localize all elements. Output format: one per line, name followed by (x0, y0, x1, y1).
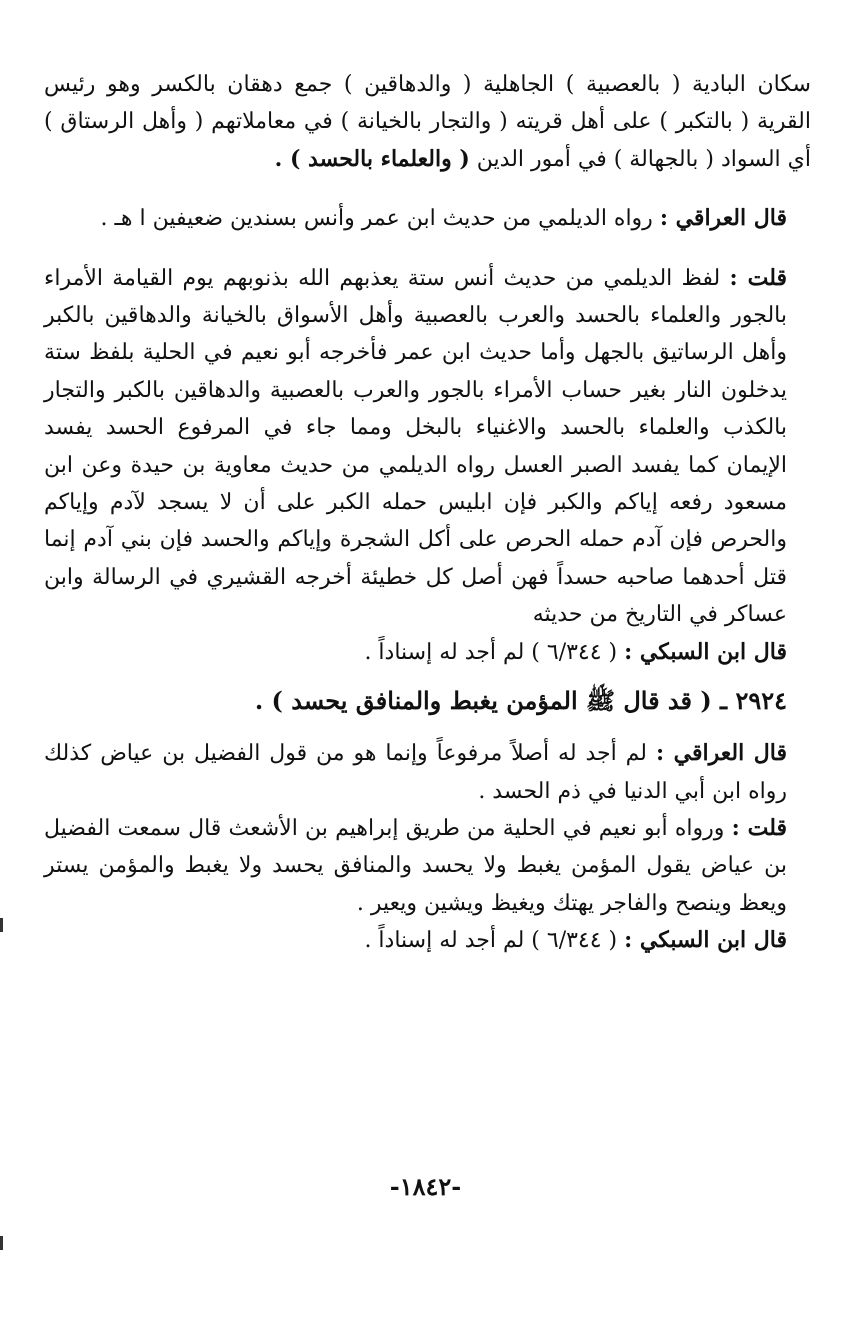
paragraph-subki-note (44, 634, 811, 671)
paragraph-commentary (44, 66, 811, 178)
page-number: -١٨٤٢- (389, 1172, 462, 1201)
speaker-label: قال العراقي : (655, 740, 787, 767)
line: سكان البادية ( بالعصبية ) الجاهلية ( والدهاقين ) جمع دهقان بالكسر (152, 72, 811, 97)
hadith-heading: ٢٩٢٤ ـ ( قد قال ﷺ المؤمن يغبط والمنافق يحسد ) . (254, 686, 787, 716)
line: معاملاتهم ( وأهل الرستاق ) أي السواد ( بالجهالة ) في أمور الدين (44, 109, 811, 172)
line: ( والعلماء بالحسد ) . (274, 145, 470, 172)
speaker-label: قال ابن السبكي : (624, 638, 787, 665)
paragraph-text: رواه الديلمي من حديث ابن عمر وأنس بسندين ضعيفين ا هـ . (100, 206, 653, 232)
speaker-label: قلت : (729, 264, 787, 291)
paragraph-text: ( ٦/٣٤٤ ) لم أجد له إسناداً . (364, 928, 618, 954)
scan-edge-mark (0, 918, 3, 932)
page-body (44, 66, 811, 960)
line: وهو رئيس القرية ( بالتكبر ) على أهل قريته ( والتجار بالخيانة ) في (44, 72, 811, 135)
paragraph-iraqi-note (44, 200, 811, 237)
paragraph-text: لفظ الديلمي من حديث أنس ستة يعذبهم الله بذنوبهم يوم القيامة الأمراء بالجور والعلماء بالحسد والعرب بالعصبية وأهل الأسواق بالخيانة والدهاقين بالكبر وأهل الرساتيق بالجهل وأما حديث ابن عمر فأخرجه أبو نعيم في الحلية بلفظ ستة يدخلون النار بغير حساب الأمراء بالجور والعرب بالعصبية والدهاقين بالكبر والتجار بالكذب والعلماء بالحسد والاغنياء بالبخل ومما جاء في المرفوع الحسد يفسد الإيمان كما يفسد الصبر العسل رواه الديلمي من حديث معاوية بن حيدة وعن ابن مسعود رفعه إياكم والكبر فإن ابليس حمله الكبر على أن لا يسجد لآدم وإياكم والحرص فإن آدم حمله الحرص على أكل الشجرة وإياكم والحسد فإن بني آدم إنما قتل أحدهما صاحبه حسداً فهن أصل كل خطيئة أخرجه القشيري في الرسالة وابن عساكر في التاريخ من حديثه (44, 265, 787, 628)
paragraph-qultu (44, 260, 811, 634)
speaker-label: قلت : (731, 814, 787, 841)
scan-edge-mark (0, 1236, 3, 1250)
paragraph-iraqi-note (44, 735, 811, 810)
paragraph-text: ( ٦/٣٤٤ ) لم أجد له إسناداً . (364, 639, 618, 665)
speaker-label: قال العراقي : (659, 205, 787, 232)
paragraph-subki-note (44, 922, 811, 959)
paragraph-text: لم أجد له أصلاً مرفوعاً وإنما هو من قول الفضيل بن عياض كذلك رواه ابن أبي الدنيا في ذم الحسد . (44, 741, 787, 804)
speaker-label: قال ابن السبكي : (624, 927, 787, 954)
paragraph-text: ورواه أبو نعيم في الحلية من طريق إبراهيم بن الأشعث قال سمعت الفضيل بن عياض يقول المؤمن يغبط ولا يحسد والمنافق يحسد ولا يغبط والمؤمن يستر ويعظ وينصح والفاجر يهتك ويغيظ ويشين ويعير . (44, 815, 787, 916)
paragraph-qultu (44, 810, 811, 922)
